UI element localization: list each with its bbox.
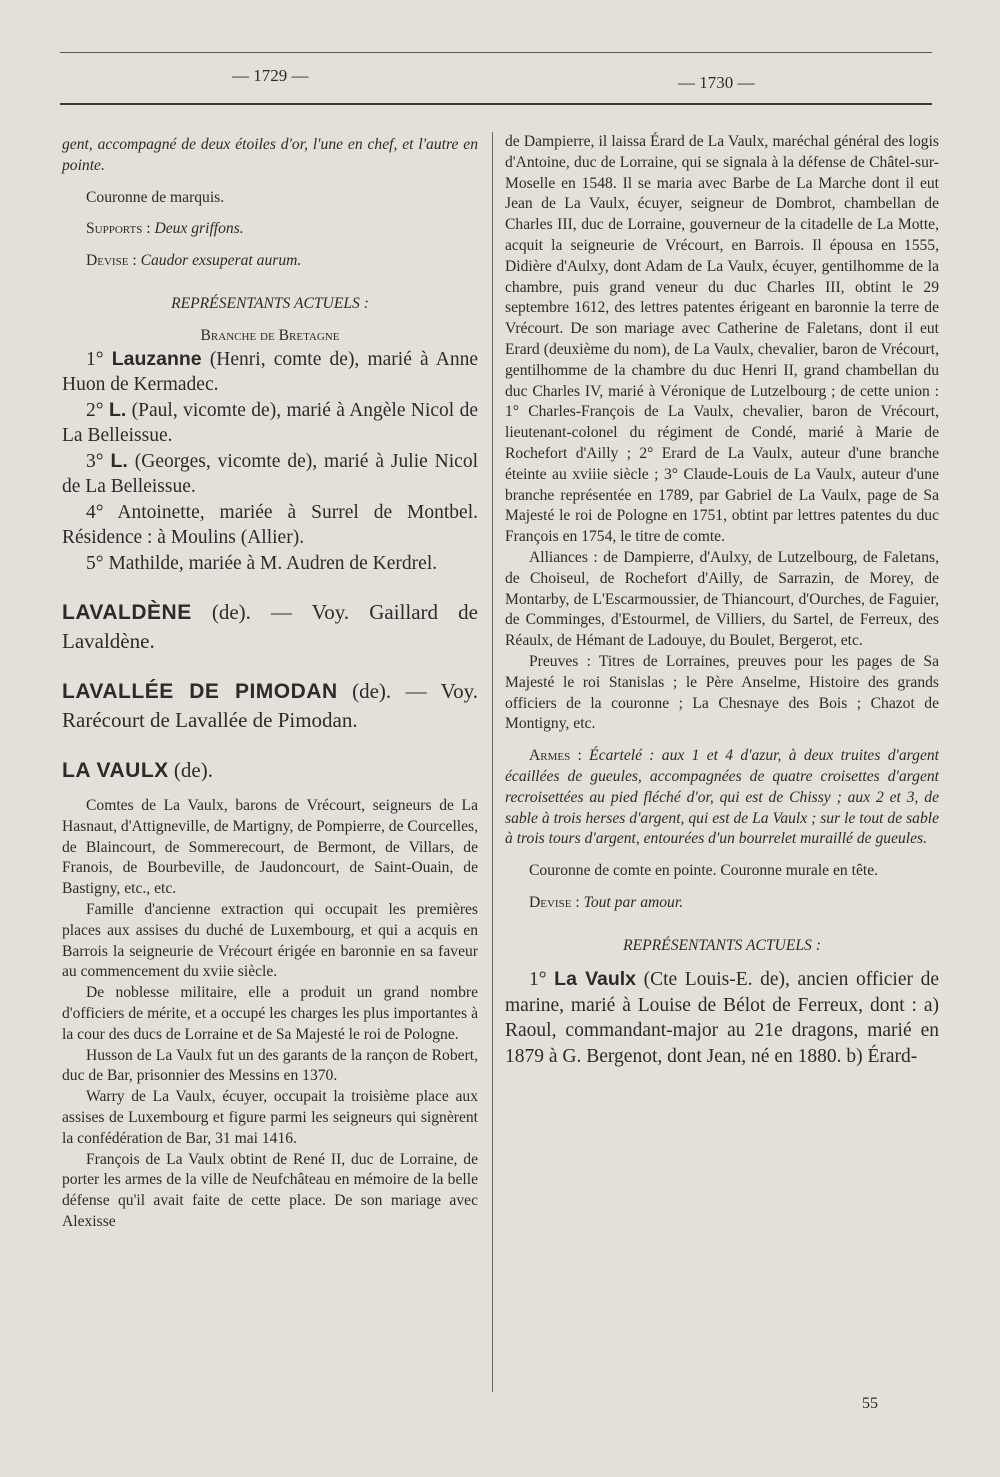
continued-blazon: gent, accompagné de deux étoiles d'or, l'une en chef, et l'autre en pointe. (62, 136, 478, 174)
representant-3: 3° L. (Georges, vicomte de), marié à Julie Nicol de La Belleissue. (62, 449, 479, 498)
la-vaulx-paragraph-3: De noblesse militaire, elle a produit un grand nombre d'officiers de mérite, et a occupé les charges les plus importantes à la cour des ducs de Lorraine et de Sa Majesté le roi de Pologne. (62, 984, 478, 1043)
representants-heading-right: REPRÉSENTANTS ACTUELS : (623, 936, 821, 954)
la-vaulx-paragraph-6: François de La Vaulx obtint de René II, duc de Lorraine, de porter les armes de la ville de Neufchâteau en mémoire de la belle défense qu'il avait faite de cette place. De son mariage avec Alexisse (62, 1150, 478, 1231)
la-vaulx-paragraph-5: Warry de La Vaulx, écuyer, occupait la troisième place aux assises de Luxembourg et figure parmi les seigneurs qui signèrent la confédération de Bar, 31 mai 1416. (62, 1088, 478, 1147)
preuves-paragraph: Preuves : Titres de Lorraines, preuves pour les pages de Sa Majesté le roi Stanislas ; le Père Anselme, Histoire des grands officiers de la couronne ; La Chesnaye des Bois ; Chazot de Montigny, etc. (505, 652, 939, 733)
column-divider (492, 132, 493, 1392)
devise-paragraph: Devise : Tout par amour. (529, 893, 684, 911)
representant-1: 1° Lauzanne (Henri, comte de), marié à Anne Huon de Kermadec. (62, 347, 478, 396)
header-rule (60, 103, 932, 105)
la-vaulx-genealogy: de Dampierre, il laissa Érard de La Vaulx, maréchal général des logis d'Antoine, duc de Lorraine, qui se signala à la défense de Châtel-sur-Moselle en 1548. Il se maria avec Barbe de La Marche dont il eut Jean de La Vaulx, écuyer, seigneur de Dombrot, chambellan de Charles III, duc de Lorraine, gouverneur de la citadelle de La Motte, acquit la seigneurie de Vrécourt, en Barrois. Il épousa en 1555, Didière d'Aulxy, dont Adam de La Vaulx, écuyer, gentilhomme de la chambre, puis grand veneur du duc Charles III, obtint le 29 septembre 1612, des lettres patentes érigeant en baronnie la terre de Vrécourt. De son mariage avec Catherine de Faletans, dont il eut Erard (deuxième du nom), de La Vaulx, chevalier, baron de Vrécourt, gentilhomme de la chambre du duc Henri II, grand chambellan du duc Charles IV, marié à Véronique de Lutzelbourg ; de cette union : 1° Charles-François de La Vaulx, chevalier, baron de Vrécourt, lieutenant-colonel du régiment de Condé, marié à Marie de Rochefort d'Ailly ; 2° Erard de La Vaulx, auteur d'une branche éteinte au xviiie siècle ; 3° Claude-Louis de La Vaulx, auteur d'une branche représentée en 1789, par Gabriel de La Vaulx, page de Sa Majesté le roi de Pologne en 1751, obtint par lettres patentes du duc François en 1754, le titre de comte. (505, 133, 939, 546)
couronne-paragraph: Couronne de comte en pointe. Couronne murale en tête. (529, 862, 879, 880)
top-rule (60, 52, 932, 53)
la-vaulx-paragraph-2: Famille d'ancienne extraction qui occupait les premières places aux assises du duché de Luxembourg, et qui a acquis en Barrois la seigneurie de Vrécourt érigée en baronnie en sa faveur au commencement du xviie siècle. (62, 901, 478, 981)
entry-lavaldene: LAVALDÈNE (de). — Voy. Gaillard de Lavaldène. (62, 600, 478, 654)
representant-4: 4° Antoinette, mariée à Surrel de Montbel. Résidence : à Moulins (Allier). (62, 501, 478, 549)
couronne-line: Couronne de marquis. (86, 188, 225, 206)
right-column (505, 132, 939, 1069)
la-vaulx-paragraph-4: Husson de La Vaulx fut un des garants de la rançon de Robert, duc de Bar, prisonnier des Messins en 1370. (62, 1046, 478, 1085)
la-vaulx-paragraph-1: Comtes de La Vaulx, barons de Vrécourt, seigneurs de La Hasnaut, d'Attigneville, de Martigny, de Pompierre, de Courcelles, de Blaincourt, de Sommerecourt, de Bermont, de Villars, de Franois, de Bourbeville, de Jaudoncourt, de Saint-Ouain, de Bastigny, etc., etc. (62, 797, 478, 898)
branche-heading: Branche de Bretagne (200, 326, 340, 344)
representant-la-vaulx: 1° La Vaulx (Cte Louis-E. de), ancien officier de marine, marié à Louise de Bélot de Ferreux, dont : a) Raoul, commandant-major au 21e dragons, marié en 1879 à G. Bergenot, dont Jean, né en 1880. b) Érard- (505, 968, 940, 1067)
supports-line: Supports : Deux griffons. (86, 220, 244, 238)
alliances-paragraph: Alliances : de Dampierre, d'Aulxy, de Lutzelbourg, de Faletans, de Choiseul, de Rochefort d'Ailly, de Sarrazin, de Morey, de Montarby, de L'Escarmoussier, de Thiancourt, d'Ourches, de Faguier, de Comminges, d'Estourmel, de Villiers, du Sartel, de Ferreux, des Réaulx, de Hémant de Ladouye, du Boulet, Bergerot, etc. (505, 548, 939, 650)
footer-page-number: 55 (862, 1395, 878, 1412)
representant-2: 2° L. (Paul, vicomte de), marié à Angèle Nicol de La Belleissue. (62, 398, 478, 447)
right-page-number: — 1730 — (678, 73, 755, 92)
representant-5: 5° Mathilde, mariée à M. Audren de Kerdrel. (86, 552, 438, 574)
entry-la-vaulx: LA VAULX (de). (62, 758, 213, 783)
armes-paragraph: Armes : Écartelé : aux 1 et 4 d'azur, à deux truites d'argent écaillées de gueules, accompagnées de quatre croisettes d'argent recroisettées au pied fléché d'or, qui est de Chissy ; aux 2 et 3, de sable à trois herses d'argent, qui est de La Vaulx ; sur le tout de sable à trois tours d'argent, entourées d'un bourrelet muraillé de gueules. (505, 747, 939, 848)
left-page-number: — 1729 — (232, 66, 309, 85)
entry-lavallee-de-pimodan: LAVALLÉE DE PIMODAN (de). — Voy. Rarécourt de Lavallée de Pimodan. (62, 679, 478, 733)
devise-line: Devise : Caudor exsuperat aurum. (86, 252, 302, 270)
representants-heading: REPRÉSENTANTS ACTUELS : (171, 294, 369, 312)
left-column (62, 135, 478, 1233)
